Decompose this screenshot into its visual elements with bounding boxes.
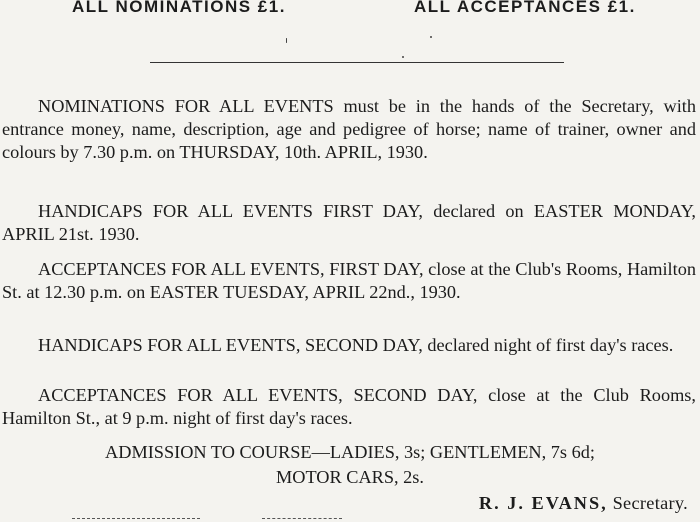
acceptances-second-day-paragraph: ACCEPTANCES FOR ALL EVENTS, SECOND DAY, close at the Club Rooms, Hamilton St., at 9 p.m. night of first day's races. <box>2 385 696 428</box>
divider-rule <box>150 62 564 63</box>
handicaps-first-day-paragraph: HANDICAPS FOR ALL EVENTS FIRST DAY, declared on EASTER MONDAY, APRIL 21st. 1930. <box>2 201 696 244</box>
acceptances-first-day-paragraph: ACCEPTANCES FOR ALL EVENTS, FIRST DAY, close at the Club's Rooms, Hamilton St. at 12.30 p.m. on EASTER TUESDAY, APRIL 22nd., 1930. <box>2 259 696 302</box>
secretary-name: R. J. EVANS, <box>478 493 608 513</box>
print-speck <box>286 38 287 43</box>
admission-prices-line: ADMISSION TO COURSE—LADIES, 3s; GENTLEMEN, 7s 6d; <box>105 442 595 462</box>
nominations-paragraph: NOMINATIONS FOR ALL EVENTS must be in the hands of the Secretary, with entrance money, name, description, age and pedigree of horse; name of trainer, owner and colours by 7.30 p.m. on THURSDAY, 10th. APRIL, 1930. <box>2 96 696 162</box>
print-speck <box>430 36 432 38</box>
motor-cars-price-line: MOTOR CARS, 2s. <box>276 467 424 487</box>
bottom-divider <box>72 518 200 519</box>
bottom-divider <box>262 518 342 519</box>
handicaps-second-day-paragraph: HANDICAPS FOR ALL EVENTS, SECOND DAY, declared night of first day's races. <box>38 335 674 355</box>
nominations-fee-heading: ALL NOMINATIONS £1. <box>72 0 286 16</box>
secretary-title: Secretary. <box>612 493 688 513</box>
fee-header <box>0 0 700 21</box>
secretary-signature <box>479 492 688 515</box>
print-speck <box>402 56 404 58</box>
acceptances-fee-heading: ALL ACCEPTANCES £1. <box>414 0 636 16</box>
